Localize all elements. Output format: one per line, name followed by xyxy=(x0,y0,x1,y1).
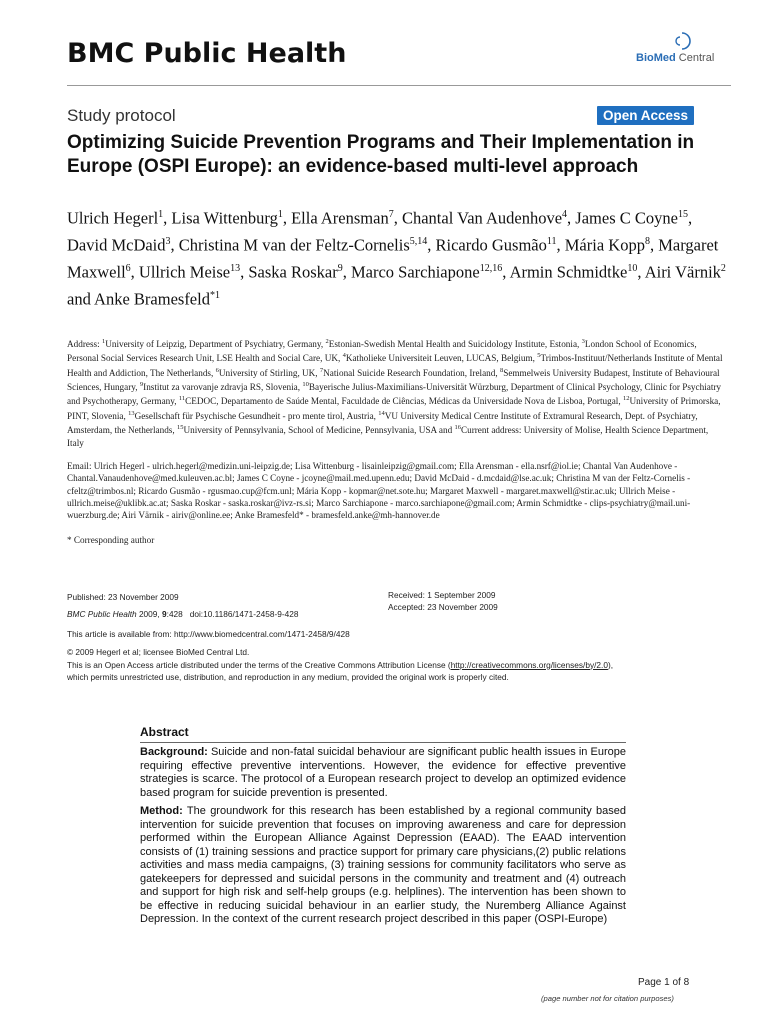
license-line-1 xyxy=(67,659,737,672)
abstract-box xyxy=(140,725,626,932)
author-name: Armin Schmidtke xyxy=(509,262,628,282)
author-affiliation: 11 xyxy=(546,236,557,247)
open-access-badge: Open Access xyxy=(597,106,694,125)
affiliation-number: 9 xyxy=(139,381,144,389)
affiliation-text: Estonian-Swedish Mental Health and Suicidology Institute, Estonia, xyxy=(328,339,582,350)
citation-year: 2009, xyxy=(136,609,163,619)
author-name: Ricardo Gusmão xyxy=(435,235,547,255)
published-date: Published: 23 November 2009 xyxy=(67,592,179,602)
history-dates xyxy=(388,589,498,613)
logo-med: Med xyxy=(653,52,676,64)
affiliations xyxy=(67,336,727,449)
article-title: Optimizing Suicide Prevention Programs and Their Implementation in Europe (OSPI Europe): an evidence-based multi-level approach xyxy=(67,132,695,177)
author-affiliation: 7 xyxy=(388,209,394,220)
affiliation-text: Bayerische Julius-Maximilians-Universität Würzburg, Department of Clinical Psychology, Clinic for Psychiatry and Psychotherapy, Germany, xyxy=(67,382,722,407)
affiliation-text: Current address: University of Molise, Health Science Department, Italy xyxy=(67,425,709,448)
license-post: ), xyxy=(607,659,614,670)
author-name: Margaret Maxwell xyxy=(67,235,719,282)
corresponding-author-note: * Corresponding author xyxy=(67,535,155,545)
biomed-arcs-icon xyxy=(666,30,696,52)
author-name: Ella Arensman xyxy=(291,208,389,228)
publication-info xyxy=(67,589,298,623)
author-name: Lisa Wittenburg xyxy=(171,208,278,228)
author-affiliation: 1 xyxy=(277,209,283,220)
affiliation-text: VU University Medical Centre Institute of Extramural Research, Dept. of Psychiatry, Amsterdam, the Netherlands, xyxy=(67,410,698,436)
affiliation-number: 6 xyxy=(215,366,219,374)
article-type: Study protocol xyxy=(67,106,176,125)
header-divider xyxy=(67,85,731,86)
author-affiliation: 6 xyxy=(125,263,131,274)
abstract-divider xyxy=(140,742,626,743)
affiliation-text: Address: xyxy=(67,339,102,350)
author-affiliation: *1 xyxy=(209,290,220,301)
author-name: Mária Kopp xyxy=(564,235,645,255)
doi: doi:10.1186/1471-2458-9-428 xyxy=(189,609,299,619)
author-name: Chantal Van Audenhove xyxy=(401,208,563,228)
logo-central: Central xyxy=(678,52,715,64)
biomed-central-logo[interactable] xyxy=(636,30,732,70)
author-name: Airi Värnik xyxy=(644,262,721,282)
abstract-heading: Abstract xyxy=(140,725,189,739)
affiliation-text: University of Primorska, PINT, Slovenia, xyxy=(67,396,721,421)
citation-journal: BMC Public Health xyxy=(67,609,137,619)
author-affiliation: 9 xyxy=(337,263,343,274)
affiliation-number: 13 xyxy=(128,409,135,417)
logo-bio: Bio xyxy=(636,52,654,64)
author-list: Ulrich Hegerl$^1$, Lisa Wittenburg$^1$, Ella Arensman$^7$, Chantal Van Audenhove$^4$, James C Coyne$^{15}$, David McDaid$^3$, Christina M van der Feltz-Cornelis$^{5,14}$, Ricardo Gusmão$^{11}$, Mária Kopp$^8$, Margaret Maxwell$^6$, Ullrich Meise$^{13}$, Saska Roskar$^9$, Marco Sarchiapone$^{12,16}$, Armin Schmidtke$^{10}$, Airi Värnik$^2$ and Anke Bramesfeld$^{*1}$ xyxy=(67,208,726,309)
affiliation-number: 2 xyxy=(325,338,329,345)
page-number: Page 1 of 8 xyxy=(638,977,690,988)
license-pre: This is an Open Access article distributed under the terms of the Creative Commons Attribution License ( xyxy=(67,659,451,670)
journal-title: BMC Public Health xyxy=(67,38,347,69)
author-affiliation: 13 xyxy=(230,263,241,274)
affiliation-number: 14 xyxy=(378,409,385,417)
author-affiliation: 2 xyxy=(720,263,726,274)
license-url-link[interactable]: http://creativecommons.org/licenses/by/2.0 xyxy=(450,659,608,670)
affiliation-text: Katholieke Universiteit Leuven, LUCAS, Belgium, xyxy=(345,353,538,364)
affiliation-number: 16 xyxy=(454,424,461,432)
affiliation-number: 11 xyxy=(178,395,186,403)
affiliation-number: 10 xyxy=(302,381,309,389)
method-text: The groundwork for this research has been established by a regional community based intervention for suicide prevention that focuses on improving awareness and care for depression performed within the European Alliance Against Depression (EAAD). The EAAD intervention consists of (1) training sessions and practice support for primary care physicians,(2) public relations activities and mass media campaigns, (3) training sessions for community facilitators who serve as gatekeepers for depressed and suicidal persons in the community and treatment and (4) outreach and support for high risk and self-help groups (e.g. helplines). The intervention has been shown to be effective in reducing suicidal behaviour in an earlier study, the Nuremberg Alliance Against Depression. In the context of the current research project described in this paper (OSPI-Europe) xyxy=(140,805,626,925)
author-name: Saska Roskar xyxy=(248,262,338,282)
page-number-note: (page number not for citation purposes) xyxy=(541,994,674,1003)
author-name: Anke Bramesfeld xyxy=(94,289,210,309)
author-name: David McDaid xyxy=(67,235,166,255)
author-affiliation: 12,16 xyxy=(479,263,503,274)
license-statement xyxy=(67,646,737,684)
author-name: James C Coyne xyxy=(575,208,678,228)
affiliation-text: University of Pennsylvania, School of Medicine, Pennsylvania, USA and xyxy=(183,425,455,436)
author-affiliation: 15 xyxy=(677,209,688,220)
affiliation-text: University of Stirling, UK, xyxy=(218,367,320,378)
author-affiliation: 1 xyxy=(158,209,164,220)
affiliation-text: National Suicide Research Foundation, Ireland, xyxy=(323,367,500,378)
author-affiliation: 10 xyxy=(627,263,638,274)
affiliation-number: 7 xyxy=(319,366,324,374)
affiliation-number: 8 xyxy=(499,366,504,374)
affiliation-text: University of Leipzig, Department of Psychiatry, Germany, xyxy=(105,339,326,350)
author-name: Christina M van der Feltz-Cornelis xyxy=(178,235,410,255)
copyright-line: © 2009 Hegerl et al; licensee BioMed Central Ltd. xyxy=(67,647,250,657)
citation-volume: 9 xyxy=(162,609,167,619)
affiliation-text: Trimbos-Instituut/Netherlands Institute of Mental Health and Addiction, The Netherlands, xyxy=(67,353,723,378)
abstract-background xyxy=(140,746,626,800)
affiliation-text: CEDOC, Departamento de Saúde Mental, Faculdade de Ciências, Médicas da Universidade Nova de Lisboa, Portugal, xyxy=(185,396,623,407)
affiliation-number: 15 xyxy=(176,424,184,432)
author-name: Ullrich Meise xyxy=(138,262,231,282)
method-label: Method: xyxy=(140,805,183,817)
affiliation-number: 12 xyxy=(622,395,630,403)
affiliation-number: 5 xyxy=(537,352,541,360)
affiliation-text: Gesellschaft für Psychische Gesundheit - pro mente tirol, Austria, xyxy=(134,410,379,421)
background-text: Suicide and non-fatal suicidal behaviour are significant public health issues in Europe requiring effective preventive interventions. However, the evidence for effective preventive strategies is scarce. The protocol of a European research project to develop an optimized evidence based program for suicide prevention is presented. xyxy=(140,746,626,799)
abstract-method xyxy=(140,805,626,927)
license-line-2: which permits unrestricted use, distribution, and reproduction in any medium, provided the original work is properly cited. xyxy=(67,672,509,682)
author-name: Ulrich Hegerl xyxy=(67,208,159,228)
author-emails: Email: Ulrich Hegerl - ulrich.hegerl@medizin.uni-leipzig.de; Lisa Wittenburg - lisainleipzig@gmail.com; Ella Arensman - ella.nsrf@iol.ie; Chantal Van Audenhove - Chantal.Vanaudenhove@med.kuleuven.ac.bl; James C Coyne - jcoyne@mail.med.upenn.edu; David McDaid - d.mcdaid@lse.ac.uk; Christina M van der Feltz-Cornelis - cfeltz@trimbos.nl; Ricardo Gusmão - rgusmao.cup@fcm.unl; Mária Kopp - kopmar@net.sote.hu; Margaret Maxwell - margaret.maxwell@stir.ac.uk; Ullrich Meise - ullrich.meise@uklibk.ac.at; Saska Roskar - saska.roskar@ivz-rs.si; Marco Sarchiapone - marco.sarchiapone@gmail.com; Armin Schmidtke - clips-psychiatry@mail.uni-wuerzburg.de; Airi Värnik - airiv@online.ee; Anke Bramesfeld* - bramesfeld.anke@mh-hannover.de xyxy=(67,461,691,521)
background-label: Background: xyxy=(140,746,208,758)
citation-pages: :428 xyxy=(166,609,183,619)
author-affiliation: 5,14 xyxy=(409,236,428,247)
author-name: Marco Sarchiapone xyxy=(350,262,480,282)
author-affiliation: 3 xyxy=(165,236,171,247)
author-affiliation: 8 xyxy=(644,236,650,247)
affiliation-number: 1 xyxy=(101,338,106,345)
affiliation-number: 4 xyxy=(342,352,346,360)
affiliation-text: Semmelweis University Budapest, Institute of Behavioural Sciences, Hungary, xyxy=(67,367,720,393)
affiliation-text: Institut za varovanje zdravja RS, Slovenia, xyxy=(143,382,303,393)
received-date: Received: 1 September 2009 xyxy=(388,590,496,600)
affiliation-number: 3 xyxy=(581,338,585,345)
affiliation-text: London School of Economics, Personal Social Services Research Unit, LSE Health and Social Care, UK, xyxy=(67,339,697,364)
availability-link[interactable]: This article is available from: http://www.biomedcentral.com/1471-2458/9/428 xyxy=(67,629,350,639)
author-affiliation: 4 xyxy=(562,209,568,220)
accepted-date: Accepted: 23 November 2009 xyxy=(388,602,498,612)
citation xyxy=(67,606,298,623)
